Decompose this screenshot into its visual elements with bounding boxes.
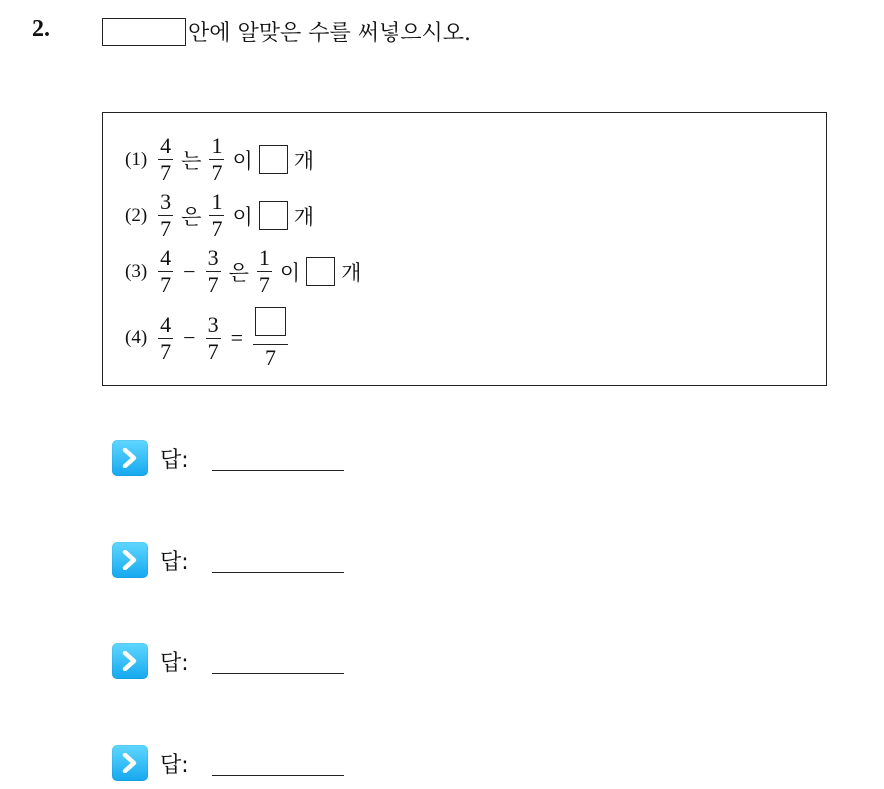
fraction-with-blank bbox=[253, 307, 288, 369]
fraction bbox=[158, 135, 173, 184]
problem-label: (1) bbox=[125, 148, 148, 170]
answer-line[interactable] bbox=[212, 775, 344, 776]
answer-row-2 bbox=[112, 542, 189, 578]
answer-label: 답: bbox=[160, 549, 189, 575]
denominator: 7 bbox=[160, 272, 172, 297]
problem-label: (4) bbox=[125, 327, 148, 348]
denominator: 7 bbox=[211, 160, 223, 185]
denominator: 7 bbox=[207, 338, 219, 364]
answer-line[interactable] bbox=[212, 673, 344, 674]
denominator: 7 bbox=[160, 160, 172, 185]
denominator: 7 bbox=[160, 216, 172, 241]
fraction bbox=[257, 247, 272, 296]
chevron-right-icon bbox=[112, 745, 148, 781]
denominator: 7 bbox=[160, 338, 172, 364]
problem-box bbox=[102, 112, 827, 386]
particle: 이 bbox=[232, 148, 253, 173]
fraction bbox=[158, 191, 173, 240]
fraction bbox=[209, 191, 224, 240]
problem-label: (2) bbox=[125, 204, 148, 226]
fraction bbox=[209, 135, 224, 184]
answer-label: 답: bbox=[160, 752, 189, 778]
denominator: 7 bbox=[258, 272, 270, 297]
answer-row-1 bbox=[112, 440, 189, 476]
particle: 이 bbox=[279, 260, 301, 285]
answer-label: 답: bbox=[160, 650, 189, 676]
chevron-right-icon bbox=[112, 542, 148, 578]
problem-row-3 bbox=[125, 247, 364, 296]
problem-label: (3) bbox=[125, 260, 148, 282]
numerator: 4 bbox=[160, 245, 172, 270]
chevron-right-icon bbox=[112, 440, 148, 476]
denominator: 7 bbox=[265, 345, 276, 370]
question-number: 2. bbox=[32, 16, 50, 42]
equals-operator: = bbox=[230, 325, 243, 350]
numerator: 3 bbox=[160, 189, 172, 214]
numerator bbox=[253, 307, 288, 344]
particle: 이 bbox=[232, 204, 253, 229]
counter-word: 개 bbox=[293, 148, 315, 173]
denominator: 7 bbox=[211, 216, 223, 241]
counter-word: 개 bbox=[341, 260, 362, 285]
numerator: 3 bbox=[207, 245, 219, 270]
minus-operator: − bbox=[183, 258, 196, 284]
numerator: 1 bbox=[211, 189, 223, 214]
answer-blank-box[interactable] bbox=[259, 145, 288, 174]
blank-box-icon bbox=[102, 18, 186, 46]
chevron-right-icon bbox=[112, 643, 148, 679]
numerator: 3 bbox=[207, 311, 219, 337]
minus-operator: − bbox=[183, 325, 196, 350]
answer-blank-box[interactable] bbox=[255, 307, 286, 336]
denominator: 7 bbox=[207, 272, 219, 297]
answer-row-4 bbox=[112, 745, 189, 781]
answer-blank-box[interactable] bbox=[259, 201, 288, 230]
numerator: 1 bbox=[258, 245, 270, 270]
problem-row-2 bbox=[125, 191, 317, 240]
particle: 은 bbox=[181, 204, 202, 229]
instruction bbox=[102, 16, 471, 47]
fraction bbox=[206, 311, 221, 364]
problem-row-1 bbox=[125, 135, 317, 184]
numerator: 1 bbox=[211, 133, 223, 158]
counter-word: 개 bbox=[293, 204, 315, 229]
answer-line[interactable] bbox=[212, 572, 344, 573]
instruction-text: 안에 알맞은 수를 써넣으시오. bbox=[188, 21, 471, 46]
numerator: 4 bbox=[160, 311, 172, 337]
problem-row-4 bbox=[125, 307, 293, 369]
answer-blank-box[interactable] bbox=[306, 257, 335, 286]
fraction bbox=[158, 311, 173, 364]
fraction bbox=[206, 247, 221, 296]
fraction bbox=[158, 247, 173, 296]
particle: 는 bbox=[181, 148, 202, 173]
numerator: 4 bbox=[160, 133, 172, 158]
answer-line[interactable] bbox=[212, 470, 344, 471]
particle: 은 bbox=[228, 260, 249, 285]
answer-row-3 bbox=[112, 643, 189, 679]
answer-label: 답: bbox=[160, 447, 189, 473]
